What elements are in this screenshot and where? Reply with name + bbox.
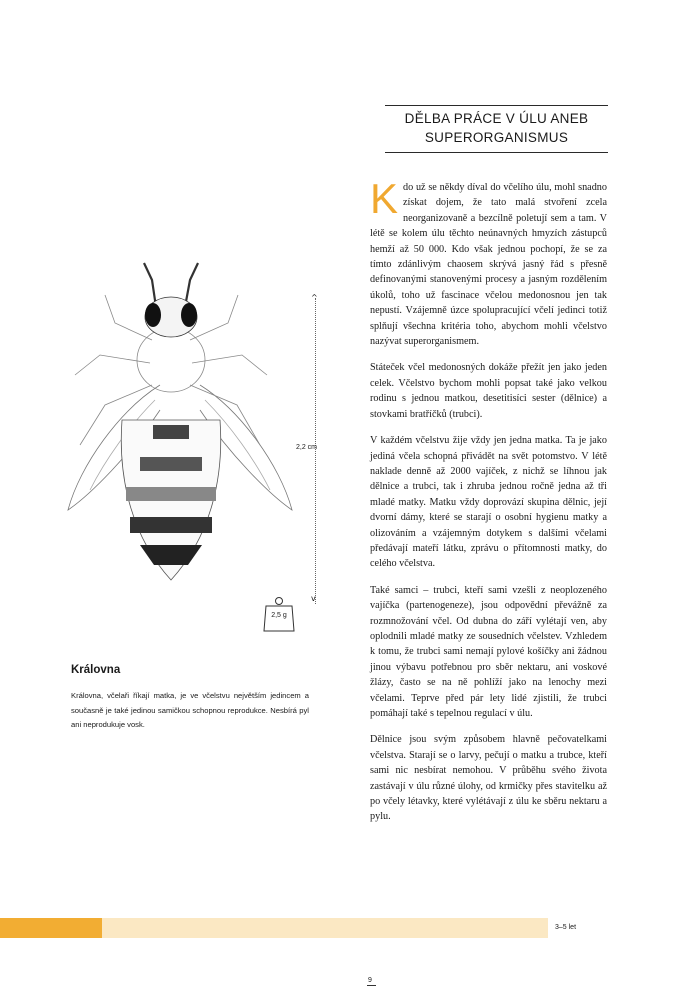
drop-cap: K bbox=[370, 175, 399, 222]
paragraph-1 bbox=[370, 175, 607, 349]
article-body bbox=[370, 175, 607, 836]
lifespan-bar-filled bbox=[0, 918, 102, 938]
paragraph-5: Dělnice jsou svým způsobem hlavně pečovatelkami včelstva. Starají se o larvy, pečují o matku a trubce, kteří sami nic nesbírat nemohou. V průběhu svého života zastávají v úlu různé úlohy, od krmičky přes stavitelku až po včely létavky, které vylétávají z úlu ke sběru nektaru a pylu. bbox=[370, 734, 607, 823]
article-title bbox=[385, 109, 608, 147]
article-title-line2: SUPERORGANISMUS bbox=[424, 130, 569, 145]
title-rule-top bbox=[385, 105, 608, 106]
page-number: 9 bbox=[368, 977, 372, 984]
queen-bee-illustration bbox=[60, 235, 300, 620]
caption-text: Královna, včelaři říkají matka, je ve včelstvu největším jedincem a současně je také jedinou samičkou schopnou reprodukce. Nesbírá pyl ani neprodukuje vosk. bbox=[71, 691, 309, 729]
dimension-down-arrow-icon: v bbox=[311, 594, 316, 603]
paragraph-2: Státeček včel medonosných dokáže přežít jen jako jeden celek. Včelstvo bychom mohli popsat také jako velkou rodinu s jednou matkou, desetitisíci sester (dělnice) a stovkami bratříčků (trubci). bbox=[370, 362, 607, 420]
lifespan-bar-track bbox=[102, 918, 548, 938]
lifespan-label: 3–5 let bbox=[555, 924, 577, 931]
page-number-rule bbox=[367, 985, 376, 986]
title-rule-bottom bbox=[385, 152, 608, 153]
weight-label: 2,5 g bbox=[271, 612, 287, 619]
length-dimension-line bbox=[315, 298, 317, 604]
paragraph-3: V každém včelstvu žije vždy jen jedna matka. Ta je jako jediná včela schopná přivádět na svět potomstvo. V létě naklade denně až 2000 vajíček, z nichž se líhnou jak dělnice a trubci, tak i zhruba jednou ročně jedna až tři mladé matky. Matku vždy doprovází skupina dělnic, její dvorní dámy, které se starají o osobní hygienu matky a olizováním a vzájemným dotykem s dalšími včelami předávají mateří látku, zprávu o přítomnosti matky, do celého včelstva. bbox=[370, 435, 607, 570]
dimension-up-arrow-icon: ^ bbox=[311, 293, 318, 302]
article-title-line1: DĚLBA PRÁCE V ÚLU ANEB bbox=[404, 111, 589, 126]
caption-title: Královna bbox=[71, 664, 121, 676]
length-label: 2,2 cm bbox=[296, 444, 318, 451]
paragraph-4: Také samci – trubci, kteří sami vzešli z neoplozeného vajíčka (partenogeneze), jsou odpovědní převážně za rozmnožování včel. Od dubna do září vylétají ven, aby oplodnili mladé matky ze sousedních včelstev. Vzhledem k tomu, že trubci sami nemají pylové košíčky ani žádnou jinou výbavu potřebnou pro sběr nektaru, ani voskové žlázy, často se na ně pohlíží jako na lenochy mezi včelami. Teprve před pár lety lidé zjistili, že trubci pomáhají také s tepelnou regulací v úlu. bbox=[370, 584, 607, 719]
paragraph-1-text: do už se někdy díval do včelího úlu, mohl snadno získat dojem, že tato malá stvoření zcela neorganizovaně a bezcílně poletují sem a tam. V létě se kolem úlu těchto neúnavných hmyzích zástupců hemží až 50 000. Kdo však jednou pochopí, že se za tímto zdánlivým chaosem skrývá jasný řád s přesně definovanými stanovenými procesy a jasným rozdělením úkolů, toho už fascinace včelou medonosnou jen tak nepustí. Vzájemně úzce spolupracující včelí jedinci totiž splňují všechna kritéria toho, abychom mohli včelstvo nazývat superorganismem. bbox=[370, 182, 607, 348]
